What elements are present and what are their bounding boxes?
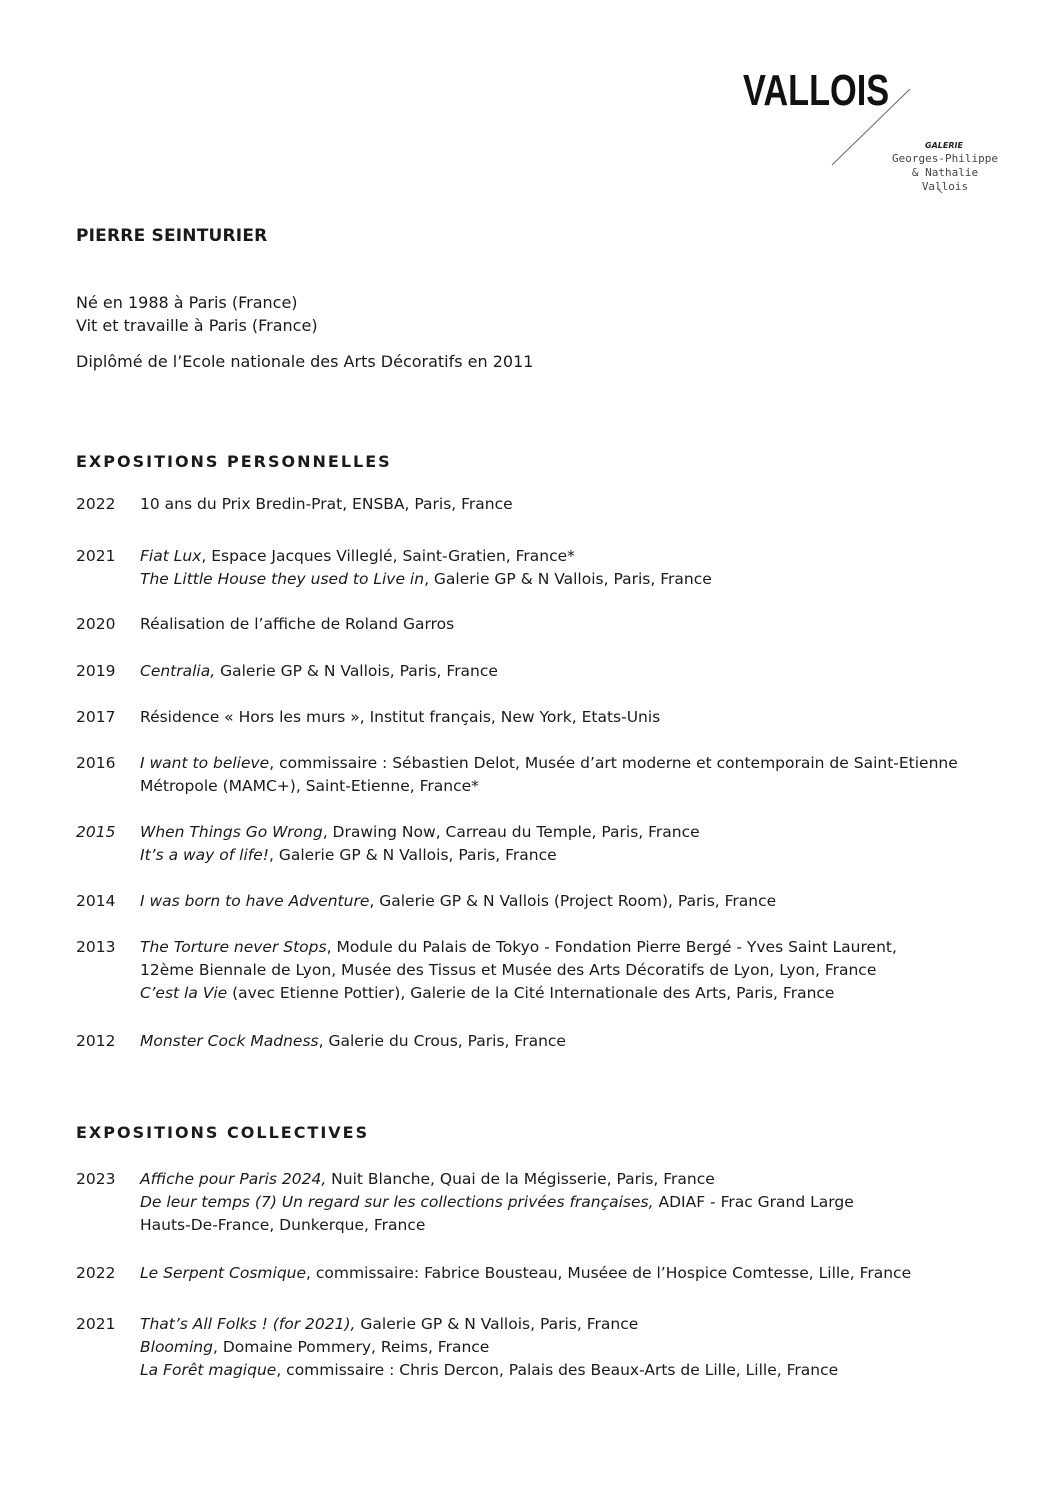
exhibition-line xyxy=(140,706,1040,729)
exhibition-year: 2021 xyxy=(76,547,116,565)
exhibition-details: Nuit Blanche, Quai de la Mégisserie, Paris, France xyxy=(326,1170,715,1188)
exhibition-lines xyxy=(140,936,1040,1005)
exhibition-details: Hauts-De-France, Dunkerque, France xyxy=(140,1216,426,1234)
logo-gallery-names xyxy=(885,152,1005,194)
exhibition-details: , commissaire: Fabrice Bousteau, Muséee de l’Hospice Comtesse, Lille, France xyxy=(306,1264,912,1282)
exhibition-line xyxy=(140,821,1040,844)
exhibition-title: De leur temps (7) Un regard sur les collections privées françaises, xyxy=(140,1193,654,1211)
exhibition-details: (avec Etienne Pottier), Galerie de la Cité Internationale des Arts, Paris, France xyxy=(227,984,835,1002)
exhibition-details: , Galerie du Crous, Paris, France xyxy=(318,1032,566,1050)
exhibition-title: The Little House they used to Live in xyxy=(140,570,425,588)
exhibition-lines xyxy=(140,1262,1040,1285)
exhibition-line xyxy=(140,936,1040,959)
exhibition-line xyxy=(140,493,1040,516)
exhibition-year: 2014 xyxy=(76,892,116,910)
exhibition-line xyxy=(140,982,1040,1005)
exhibition-lines xyxy=(140,613,1040,636)
exhibition-year: 2021 xyxy=(76,1315,116,1333)
exhibition-title: La Forêt magique xyxy=(140,1361,277,1379)
logo-name-line: Vallois xyxy=(921,180,969,193)
exhibition-line xyxy=(140,1214,1040,1237)
exhibition-line xyxy=(140,1262,1040,1285)
exhibition-line xyxy=(140,890,1040,913)
exhibition-details: , Espace Jacques Villeglé, Saint-Gratien, France* xyxy=(201,547,575,565)
exhibition-details: , Galerie GP & N Vallois (Project Room), Paris, France xyxy=(369,892,777,910)
exhibition-year: 2023 xyxy=(76,1170,116,1188)
exhibition-details: , commissaire : Chris Dercon, Palais des Beaux-Arts de Lille, Lille, France xyxy=(276,1361,839,1379)
exhibition-line xyxy=(140,545,1040,568)
exhibition-lines xyxy=(140,890,1040,913)
solo-exhibitions-heading: EXPOSITIONS PERSONNELLES xyxy=(76,452,392,471)
exhibition-line xyxy=(140,844,1040,867)
exhibition-title: That’s All Folks ! (for 2021), xyxy=(140,1315,356,1333)
exhibition-title: I was born to have Adventure xyxy=(140,892,370,910)
group-exhibitions-heading: EXPOSITIONS COLLECTIVES xyxy=(76,1123,370,1142)
exhibition-details: Galerie GP & N Vallois, Paris, France xyxy=(355,1315,639,1333)
exhibition-title: Blooming xyxy=(140,1338,213,1356)
exhibition-lines xyxy=(140,493,1040,516)
exhibition-line xyxy=(140,775,1040,798)
exhibition-lines xyxy=(140,545,1040,591)
exhibition-year: 2015 xyxy=(76,823,116,841)
exhibition-details: , Drawing Now, Carreau du Temple, Paris, France xyxy=(322,823,700,841)
exhibition-lines xyxy=(140,821,1040,867)
logo-name-line: Georges-Philippe xyxy=(892,152,998,165)
exhibition-title: When Things Go Wrong xyxy=(140,823,323,841)
exhibition-details: , Galerie GP & N Vallois, Paris, France xyxy=(424,570,712,588)
exhibition-details: , Galerie GP & N Vallois, Paris, France xyxy=(268,846,557,864)
exhibition-title: Le Serpent Cosmique xyxy=(140,1264,307,1282)
birth-info: Né en 1988 à Paris (France) xyxy=(76,293,298,312)
exhibition-lines xyxy=(140,1168,1040,1237)
exhibition-line xyxy=(140,752,1040,775)
exhibition-line xyxy=(140,1336,1040,1359)
diploma-info: Diplômé de l’Ecole nationale des Arts Décoratifs en 2011 xyxy=(76,352,534,371)
exhibition-line xyxy=(140,1191,1040,1214)
exhibition-title: The Torture never Stops xyxy=(140,938,327,956)
exhibition-line xyxy=(140,1168,1040,1191)
gallery-logo xyxy=(740,68,1020,198)
exhibition-year: 2019 xyxy=(76,662,116,680)
exhibition-line xyxy=(140,1359,1040,1382)
residence-info: Vit et travaille à Paris (France) xyxy=(76,316,318,335)
exhibition-details: , Module du Palais de Tokyo - Fondation Pierre Bergé - Yves Saint Laurent, xyxy=(326,938,897,956)
exhibition-details: ADIAF - Frac Grand Large xyxy=(653,1193,854,1211)
exhibition-title: I want to believe xyxy=(140,754,270,772)
exhibition-line xyxy=(140,959,1040,982)
exhibition-details: , Domaine Pommery, Reims, France xyxy=(212,1338,490,1356)
exhibition-line xyxy=(140,568,1040,591)
exhibition-title: C’est la Vie xyxy=(140,984,228,1002)
exhibition-year: 2016 xyxy=(76,754,116,772)
exhibition-details: Métropole (MAMC+), Saint-Etienne, France* xyxy=(140,777,479,795)
exhibition-title: Centralia, xyxy=(140,662,216,680)
exhibition-year: 2013 xyxy=(76,938,116,956)
exhibition-lines xyxy=(140,1313,1040,1382)
exhibition-details: Galerie GP & N Vallois, Paris, France xyxy=(215,662,498,680)
exhibition-lines xyxy=(140,706,1040,729)
logo-wordmark: VALLOIS xyxy=(743,66,890,115)
exhibition-title: It’s a way of life! xyxy=(140,846,269,864)
logo-galerie-label: GALERIE xyxy=(925,141,963,150)
logo-name-line: & Nathalie xyxy=(911,166,979,179)
exhibition-lines xyxy=(140,752,1040,798)
exhibition-details: Réalisation de l’affiche de Roland Garros xyxy=(140,615,455,633)
exhibition-line xyxy=(140,1313,1040,1336)
exhibition-title: Monster Cock Madness xyxy=(140,1032,319,1050)
exhibition-title: Affiche pour Paris 2024, xyxy=(140,1170,327,1188)
exhibition-year: 2012 xyxy=(76,1032,116,1050)
exhibition-year: 2022 xyxy=(76,1264,116,1282)
exhibition-lines xyxy=(140,660,1040,683)
exhibition-line xyxy=(140,1030,1040,1053)
exhibition-line xyxy=(140,660,1040,683)
exhibition-year: 2017 xyxy=(76,708,116,726)
exhibition-line xyxy=(140,613,1040,636)
exhibition-title: Fiat Lux xyxy=(140,547,202,565)
exhibition-year: 2022 xyxy=(76,495,116,513)
artist-bio xyxy=(76,291,318,337)
exhibition-details: , commissaire : Sébastien Delot, Musée d’art moderne et contemporain de Saint-Etienne xyxy=(269,754,958,772)
exhibition-details: Résidence « Hors les murs », Institut français, New York, Etats-Unis xyxy=(140,708,661,726)
artist-name: PIERRE SEINTURIER xyxy=(76,226,268,246)
exhibition-lines xyxy=(140,1030,1040,1053)
exhibition-year: 2020 xyxy=(76,615,116,633)
exhibition-details: 10 ans du Prix Bredin-Prat, ENSBA, Paris, France xyxy=(140,495,513,513)
exhibition-details: 12ème Biennale de Lyon, Musée des Tissus et Musée des Arts Décoratifs de Lyon, Lyon, France xyxy=(140,961,877,979)
